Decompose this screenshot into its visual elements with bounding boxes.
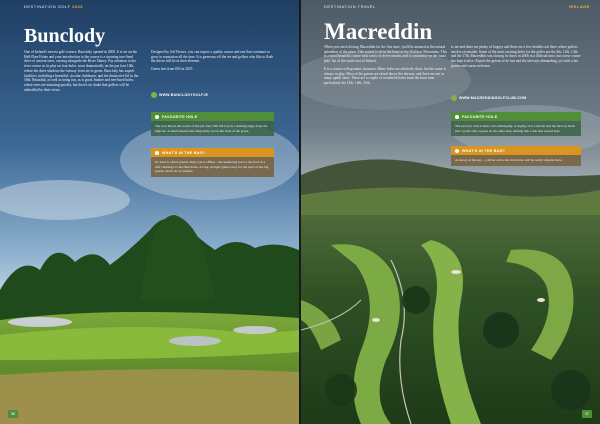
designer-text: Designed by Jeff Howes, you can expect a quality course and one that continues to grow in reputation all the time. It is generous off the tee and golfers who like to flash the driver will be in their element. xyxy=(151,50,274,64)
website-text: WWW.MACREDDINGOLFCLUB.COM xyxy=(459,96,527,100)
green-fees: Green fees from €65 in 2025 xyxy=(151,67,193,72)
folio-section: DESTINATION GOLF xyxy=(24,4,71,9)
page-title: Bunclody xyxy=(24,25,106,47)
page-title: Macreddin xyxy=(324,19,433,44)
intro-text: One of Ireland's newest golf courses, Bunclody opened in 2009. It is set on the Hall-Dare Estate and your introduction to the course is a stunning tree-lined drive of ancient trees, curving alongside the River Slaney. Pay attention to the river course as its play on four holes, most dramatically on the par four 10th, where the drive shadows the fairway from tee to green. Bunclody has superb facilities, including a beautiful, circular clubhouse, and the distinctive lift to the 18th. Beautiful, as well as being fun, as is good, bunker and tree-lined holes, where trees are maturing quickly, but there's no doubt that golfers will be enthralled by their views. xyxy=(24,50,139,92)
intro-text: When you reach driving Macreddin for the first time, you'll be amazed at the natural splendour of the place. This course is set in the heart of the Wicklow Mountains. This is a most beautiful course with a mix of clever terrain, and is a mainstay on the 'must play' list of the south-east of Ireland. xyxy=(324,45,447,64)
page-number: 37 xyxy=(582,410,592,418)
page-number: 36 xyxy=(8,410,18,418)
flag-icon xyxy=(155,115,159,119)
folio xyxy=(324,4,376,9)
intro-column xyxy=(24,50,140,93)
whats-in-bag-box xyxy=(451,146,581,166)
website-link[interactable] xyxy=(451,95,526,101)
whats-in-bag-header: WHAT'S IN THE BAG? xyxy=(151,148,274,157)
globe-icon xyxy=(151,92,157,98)
intro-column xyxy=(324,45,447,86)
folio-year: 2026 xyxy=(72,4,84,9)
whats-in-bag-text: It's hard to attack greens when you're offline – the bunkering area to the front is a stiff challenge to the final holes. A long, straight game is key for the parts of the big greens which are accessible. xyxy=(151,157,274,177)
website-link[interactable] xyxy=(151,92,208,98)
favourite-hole-text: The par four 12th is short, but challenging. A dogleg over a stream and the fairway leads into a pond with a green on the other side, making this a risk and reward hole. xyxy=(451,121,581,136)
whats-in-bag-text: Accuracy is the key – a driver and a few mid-irons will be really valuable here. xyxy=(451,155,581,166)
designer-column xyxy=(151,50,274,72)
left-page xyxy=(0,0,299,424)
third-text: to tee and there are plenty of bogeys and there are a few doubles out there where golfers need to reconsider. Some of the most exciting holes for the golfer are the 4th, 12th, 13th and the 17th. Macreddin was closing its doors in 2006 in a difficult time, but a new course has kept it alive. Expect the greens to be fast and the fairways demanding, yet with a fair greens and warm welcome. xyxy=(451,45,581,68)
folio xyxy=(24,4,83,9)
whats-in-bag-header: WHAT'S IN THE BAG? xyxy=(451,146,581,155)
right-page xyxy=(301,0,600,424)
favourite-hole-header: FAVOURITE HOLE xyxy=(151,112,274,121)
globe-icon xyxy=(451,95,457,101)
flag-icon xyxy=(455,115,459,119)
favourite-hole-header: FAVOURITE HOLE xyxy=(451,112,581,121)
bag-icon xyxy=(455,149,459,153)
folio-section: DESTINATION TRAVEL xyxy=(324,4,376,9)
second-text: It is a course with genuine character. Many holes are relatively short, but the water is always in play. Most of the greens are raised above the fairway, and there are not so many uphill shots. There are a couple of wonderful holes from the front nine, particularly the 13th, 14th, 15th. xyxy=(324,66,447,86)
folio-country: IRELAND xyxy=(568,4,590,9)
bag-icon xyxy=(155,151,159,155)
right-column xyxy=(451,45,581,69)
website-text: WWW.BUNCLODYGOLF.IE xyxy=(159,93,209,97)
whats-in-bag-box xyxy=(151,148,274,177)
favourite-hole-box xyxy=(151,112,274,136)
favourite-hole-text: The four line in the corner of the par-four 15th fairway in a striking target from the high tee. A small stream runs diagonally across the front of the green. xyxy=(151,121,274,136)
favourite-hole-box xyxy=(451,112,581,136)
